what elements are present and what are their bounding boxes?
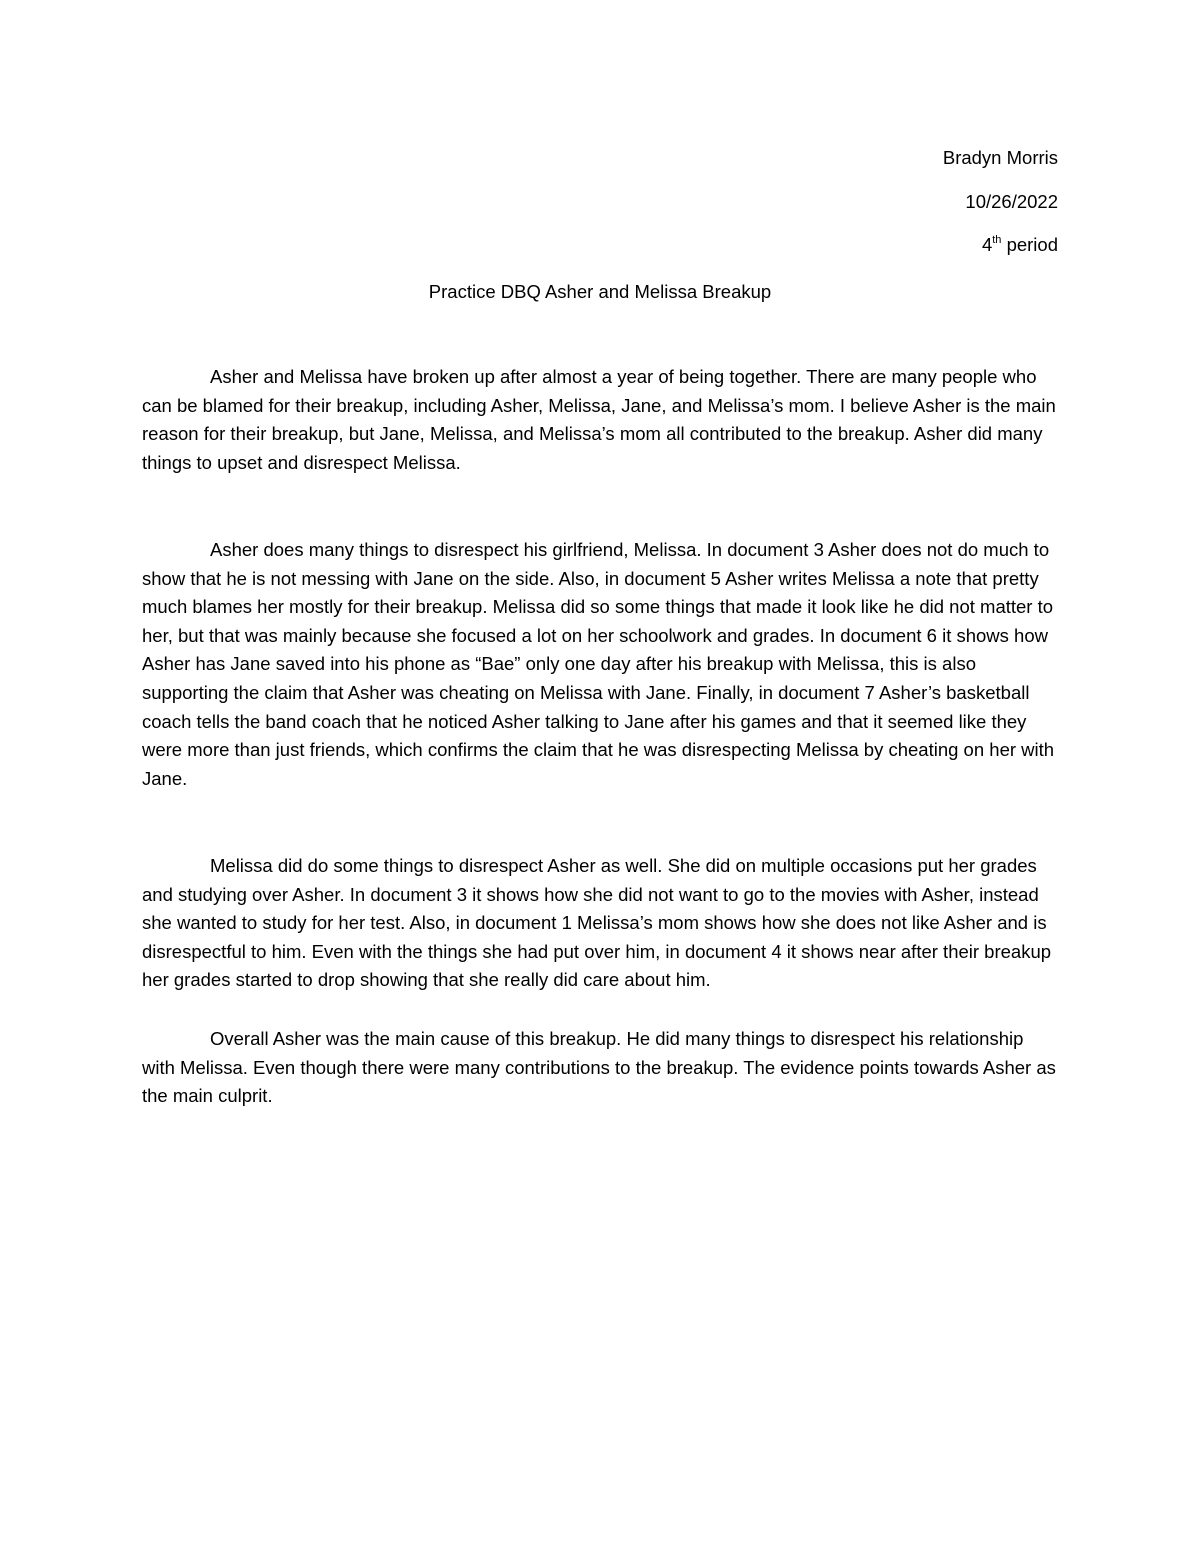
document-date: 10/26/2022 [965,190,1058,212]
paragraph-conclusion [142,1025,1058,1111]
paragraph-text: Asher does many things to disrespect his girlfriend, Melissa. In document 3 Asher does not do much to show that he is not messing with Jane on the side. Also, in document 5 Asher writes Melissa a note that pretty much blames her mostly for their breakup. Melissa did so some things that made it look like he did not matter to her, but that was mainly because she focused a lot on her schoolwork and grades. In document 6 it shows how Asher has Jane saved into his phone as “Bae” only one day after his breakup with Melissa, this is also supporting the claim that Asher was cheating on Melissa with Jane. Finally, in document 7 Asher’s basketball coach tells the band coach that he noticed Asher talking to Jane after his games and that it seemed like they were more than just friends, which confirms the claim that he was disrespecting Melissa by cheating on her with Jane. [142,539,1055,789]
paragraph-text: Asher and Melissa have broken up after almost a year of being together. There are many people who can be blamed for their breakup, including Asher, Melissa, Jane, and Melissa’s mom. I believe Asher is the main reason for their breakup, but Jane, Melissa, and Melissa’s mom all contributed to the breakup. Asher did many things to upset and disrespect Melissa. [142,366,1056,473]
period-suffix: th [992,234,1002,246]
period-word: period [1006,234,1058,255]
paragraph-body-asher [142,536,1058,793]
author-name: Bradyn Morris [942,147,1058,168]
class-period [943,230,1058,274]
paragraph-text: Melissa did do some things to disrespect Asher as well. She did on multiple occasions put her grades and studying over Asher. In document 3 it shows how she did not want to go to the movies with Asher, instead she wanted to study for her test. Also, in document 1 Melissa’s mom shows how she does not like Asher and is disrespectful to him. Even with the things she had put over him, in document 4 it shows near after their breakup her grades started to drop showing that she really did care about him. [142,855,1052,991]
document-header [943,143,1058,274]
paragraph-intro [142,363,1058,477]
period-number: 4 [981,234,993,255]
paragraph-body-melissa [142,852,1058,995]
paragraph-text: Overall Asher was the main cause of this breakup. He did many things to disrespect his relationship with Melissa. Even though there were many contributions to the breakup. The evidence points towards Asher as the main culprit. [142,1028,1056,1107]
document-title: Practice DBQ Asher and Melissa Breakup [428,281,772,302]
